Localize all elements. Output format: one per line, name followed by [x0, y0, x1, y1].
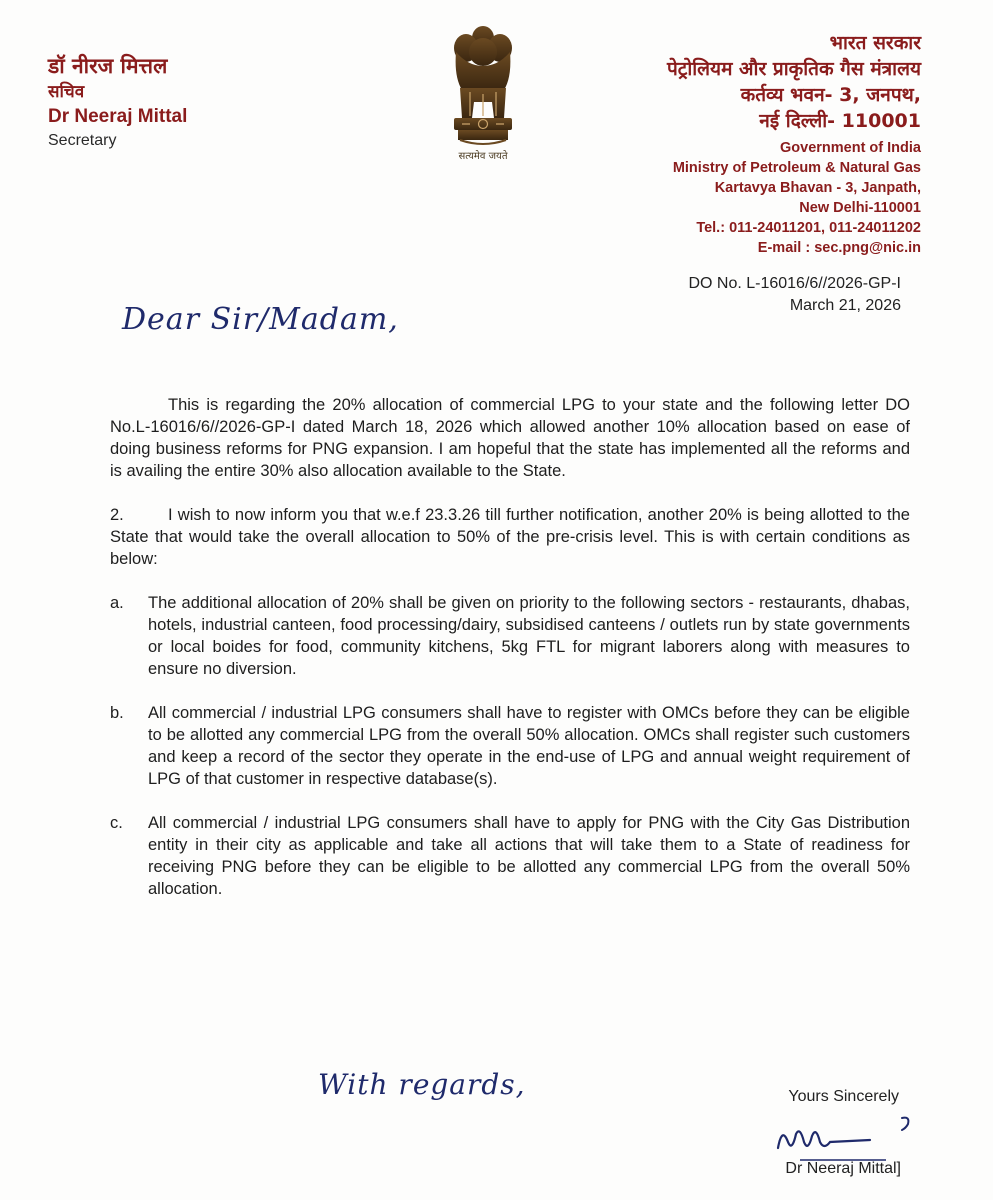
- address-phone: Tel.: 011-24011201, 011-24011202: [696, 220, 921, 236]
- ministry-address: [667, 30, 921, 258]
- condition-item: [110, 702, 910, 790]
- paragraph-2-number: 2.: [110, 506, 124, 524]
- signature-icon: [770, 1112, 920, 1162]
- address-english-line: New Delhi-110001: [799, 200, 921, 216]
- paragraph-2: [110, 504, 910, 570]
- address-hindi-line: कर्तव्य भवन- 3, जनपथ,: [740, 84, 921, 106]
- paragraph-1: This is regarding the 20% allocation of commercial LPG to your state and the following letter DO No.L-16016/6//2026-GP-I dated March 18, 2026 which allowed another 10% allocation based on ease of doing business reforms for PNG expansion. I am hopeful that the state has implemented all the reforms and is availing the entire 30% also allocation available to the State.: [110, 396, 910, 480]
- condition-label: a.: [110, 594, 124, 612]
- address-hindi-line: भारत सरकार: [829, 32, 921, 54]
- condition-text: All commercial / industrial LPG consumers shall have to register with OMCs before they can be eligible to be allotted any commercial LPG from the overall 50% allocation. OMCs shall register such customers and keep a record of the sector they operate in the end-use of LPG and annual weight requirement of LPG of that customer in respective database(s).: [148, 704, 910, 788]
- sender-title-hindi: सचिव: [48, 82, 85, 102]
- sender-name-english: Dr Neeraj Mittal: [48, 106, 188, 127]
- condition-label: c.: [110, 814, 123, 832]
- letter-body: [110, 394, 910, 922]
- paragraph-2-text: I wish to now inform you that w.e.f 23.3.26 till further notification, another 20% is being allotted to the State that would take the overall allocation to 50% of the pre-crisis level. This is with certain conditions as below:: [110, 506, 910, 568]
- letter-reference: [688, 273, 901, 317]
- letter-date: March 21, 2026: [789, 297, 901, 314]
- sender-name-hindi: डॉ नीरज मित्तल: [48, 54, 168, 78]
- condition-text: All commercial / industrial LPG consumers shall have to apply for PNG with the City Gas Distribution entity in their city as applicable and take all actions that will take them to a State of readiness for receiving PNG before they can be eligible to be allotted any commercial LPG from the overall 50% allocation.: [148, 814, 910, 898]
- condition-text: The additional allocation of 20% shall be given on priority to the following sectors - restaurants, dhabas, hotels, industrial canteen, food processing/dairy, subsidised canteens / outlets run by state governments or local boides for food, community kitchens, 5kg FTL for migrant laborers along with measures to ensure no diversion.: [148, 594, 910, 678]
- do-number: DO No. L-16016/6//2026-GP-I: [688, 275, 901, 292]
- address-hindi-line: नई दिल्ली- 110001: [759, 110, 921, 132]
- address-english-line: Ministry of Petroleum & Natural Gas: [672, 160, 921, 176]
- handwritten-salutation: Dear Sir/Madam,: [122, 302, 399, 337]
- condition-label: b.: [110, 704, 124, 722]
- emblem-motto: सत्यमेव जयते: [458, 151, 508, 162]
- yours-sincerely: Yours Sincerely: [788, 1088, 899, 1105]
- signoff-block: [788, 1086, 899, 1108]
- address-english-line: Government of India: [780, 140, 921, 156]
- address-english-line: Kartavya Bhavan - 3, Janpath,: [714, 180, 921, 196]
- sender-title-english: Secretary: [48, 132, 117, 149]
- sender-block: [48, 52, 187, 152]
- condition-item: [110, 812, 910, 900]
- address-hindi-line: पेट्रोलियम और प्राकृतिक गैस मंत्रालय: [666, 58, 921, 80]
- address-email: E-mail : sec.png@nic.in: [757, 240, 921, 256]
- condition-item: [110, 592, 910, 680]
- signatory-name: Dr Neeraj Mittal]: [785, 1160, 901, 1177]
- handwritten-closing: With regards,: [318, 1068, 526, 1101]
- conditions-list: [110, 592, 910, 900]
